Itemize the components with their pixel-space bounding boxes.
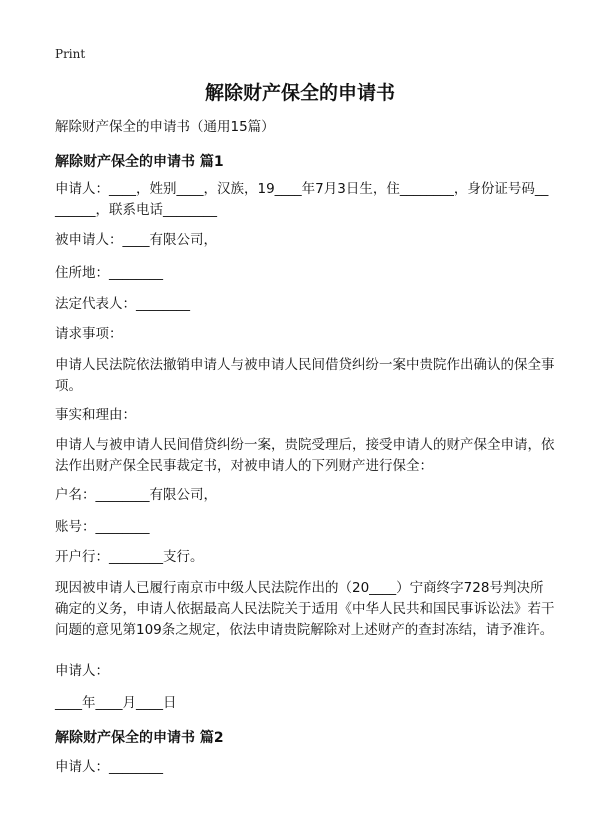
account-number-line: 账号：________	[55, 519, 150, 535]
legal-representative-line: 法定代表人：________	[55, 296, 190, 312]
account-name-line: 户名：________有限公司，	[55, 487, 217, 503]
conclusion-body: 现因被申请人已履行南京市中级人民法院作出的（20____）宁商终字728号判决所确定的义务，申请人依据最高人民法院关于适用《中华人民共和国民事诉讼法》若干问题的意见第109条之规定，依法申请贵院解除对上述财产的查封冻结，请予准许。	[55, 580, 555, 638]
address-line: 住所地：________	[55, 265, 163, 281]
print-link[interactable]: Print	[55, 47, 86, 61]
request-label: 请求事项：	[55, 326, 123, 342]
request-body: 申请人民法院依法撤销申请人与被申请人民间借贷纠纷一案中贵院作出确认的保全事项。	[55, 357, 555, 394]
date-line: ____年____月____日	[55, 695, 177, 711]
document-subtitle: 解除财产保全的申请书（通用15篇）	[55, 119, 275, 135]
signature-line: 申请人：	[55, 663, 109, 679]
section2-applicant-line: 申请人：________	[55, 759, 163, 775]
bank-line: 开户行：________支行。	[55, 549, 204, 565]
section2-heading: 解除财产保全的申请书 篇2	[55, 730, 224, 746]
facts-label: 事实和理由：	[55, 407, 136, 423]
facts-body: 申请人与被申请人民间借贷纠纷一案，贵院受理后，接受申请人的财产保全申请，依法作出财产保全民事裁定书，对被申请人的下列财产进行保全：	[55, 437, 555, 474]
respondent-info: 被申请人：____有限公司，	[55, 232, 217, 248]
applicant-info: 申请人：____，姓别____，汉族，19____年7月3日生，住________，身份证号码________，联系电话________	[55, 181, 549, 218]
section1-heading: 解除财产保全的申请书 篇1	[55, 154, 224, 170]
document-title: 解除财产保全的申请书	[204, 82, 395, 104]
